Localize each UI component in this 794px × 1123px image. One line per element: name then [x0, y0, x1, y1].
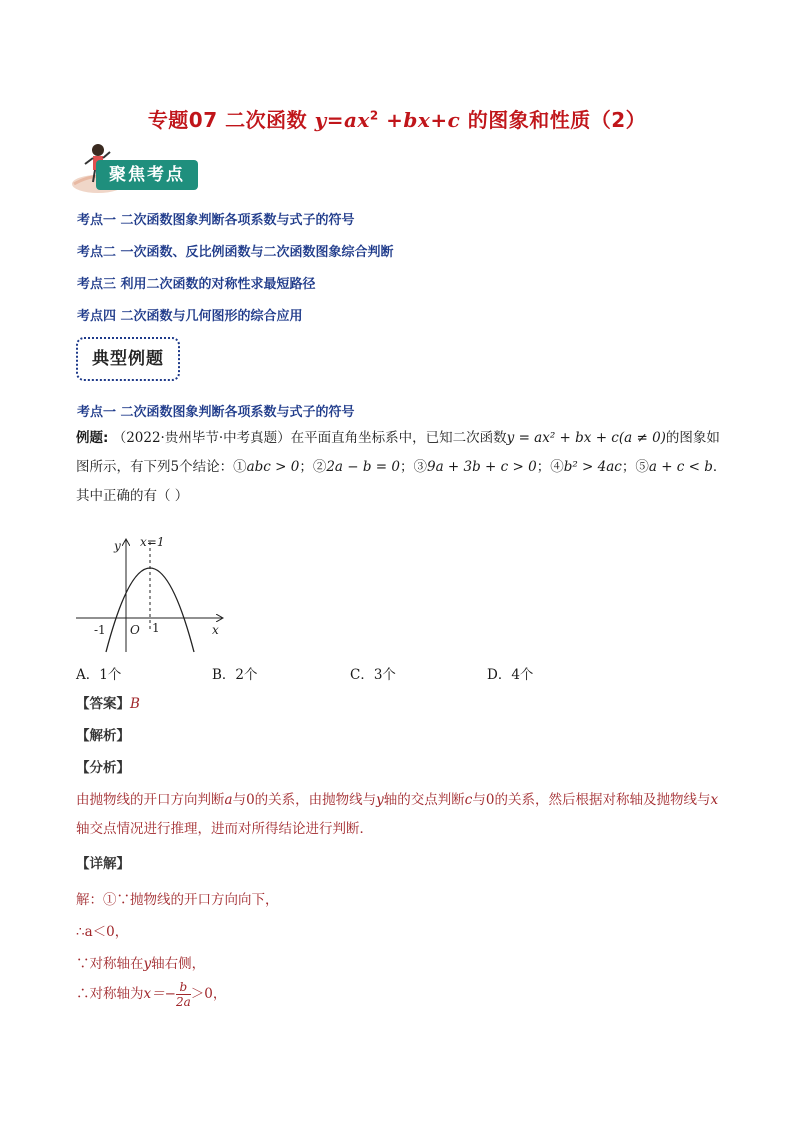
title-func-rest: +bx+c — [378, 108, 461, 132]
tick-neg-1: -1 — [94, 623, 106, 637]
detail-line-2: ∴a＜0， — [76, 924, 129, 940]
example-function: y = ax² + bx + c(a ≠ 0) — [506, 430, 666, 446]
example-text2: ．其中正确的有（ ） — [76, 459, 727, 504]
answer-label: 【答案】 — [76, 696, 130, 712]
choice-c[interactable]: C．3个 — [350, 667, 396, 683]
kaodian-item-4: 考点四 二次函数与几何图形的综合应用 — [77, 309, 303, 324]
focus-badge-label: 聚焦考点 — [96, 160, 198, 190]
answer-value: B — [130, 696, 140, 712]
choice-b[interactable]: B．2个 — [212, 667, 258, 683]
example-paragraph: 例题: （2022·贵州毕节·中考真题）在平面直角坐标系中，已知二次函数y = ax² + bx + c(a ≠ 0)的图象如图所示，有下列5个结论：①abc > 0；②2a − b = 0；③9a + 3b + c > 0；④b² > 4ac；⑤a + c < b．其中正确的有（ ） — [76, 430, 727, 504]
fenxi-label: 【分析】 — [76, 760, 130, 776]
conclusion-2: 2a − b = 0 — [326, 459, 400, 475]
example-text1: 的图象如图所示，有下列5个结论： — [76, 430, 720, 475]
section-title: 考点一 二次函数图象判断各项系数与式子的符号 — [77, 405, 355, 420]
conclusion-3: 9a + 3b + c > 0 — [427, 459, 537, 475]
title-sup: 2 — [369, 108, 379, 123]
answer-line — [76, 690, 728, 719]
typical-example-badge: 典型例题 — [76, 337, 180, 381]
conclusion-5-marker: ；⑤ — [621, 459, 649, 475]
symmetry-label: x=1 — [140, 535, 165, 549]
title-suffix: 的图象和性质（2） — [467, 108, 647, 132]
conclusion-3-marker: ；③ — [400, 459, 427, 475]
kaodian-item-1: 考点一 二次函数图象判断各项系数与式子的符号 — [77, 213, 355, 228]
detail-line-4: ∴对称轴为x＝− $\frac{b}{2a}$ ＞0， — [76, 980, 227, 1009]
title-func-y: y=ax — [314, 108, 370, 132]
detail-line-3: ∵对称轴在y轴右侧， — [76, 956, 206, 972]
origin-label: O — [130, 623, 140, 637]
xiangjie-label: 【详解】 — [76, 856, 130, 872]
conclusion-2-marker: ；② — [299, 459, 327, 475]
conclusion-4: b² > 4ac — [563, 459, 622, 475]
axis-label-y: y — [114, 539, 121, 553]
conclusion-1: abc > 0 — [246, 459, 300, 475]
analysis-paragraph: 由抛物线的开口方向判断a与0的关系，由抛物线与y轴的交点判断c与0的关系，然后根据对称轴及抛物线与x轴交点情况进行推理，进而对所得结论进行判断． — [76, 792, 719, 837]
conclusion-1-marker: ① — [233, 459, 247, 475]
conclusion-5: a + c < b — [648, 459, 713, 475]
fraction-b-over-2a: $\frac{b}{2a}$ — [175, 980, 191, 1009]
example-label: 例题 — [76, 430, 103, 446]
example-source: （2022·贵州毕节·中考真题）在平面直角坐标系中，已知二次函数 — [112, 430, 507, 446]
parabola-figure — [72, 532, 232, 656]
jiexi-label: 【解析】 — [76, 728, 130, 744]
axis-label-x: x — [212, 623, 219, 637]
kaodian-item-3: 考点三 利用二次函数的对称性求最短路径 — [77, 277, 316, 292]
page-title — [0, 104, 794, 133]
detail-line-1: 解：①∵抛物线的开口方向向下， — [76, 892, 279, 908]
tick-1: 1 — [152, 621, 160, 635]
choice-a[interactable]: A．1个 — [76, 667, 122, 683]
kaodian-item-2: 考点二 一次函数、反比例函数与二次函数图象综合判断 — [77, 245, 394, 260]
choice-d[interactable]: D．4个 — [487, 667, 534, 683]
conclusion-4-marker: ；④ — [536, 459, 564, 475]
title-prefix: 专题07 二次函数 — [147, 108, 308, 132]
focus-badge — [68, 140, 204, 196]
